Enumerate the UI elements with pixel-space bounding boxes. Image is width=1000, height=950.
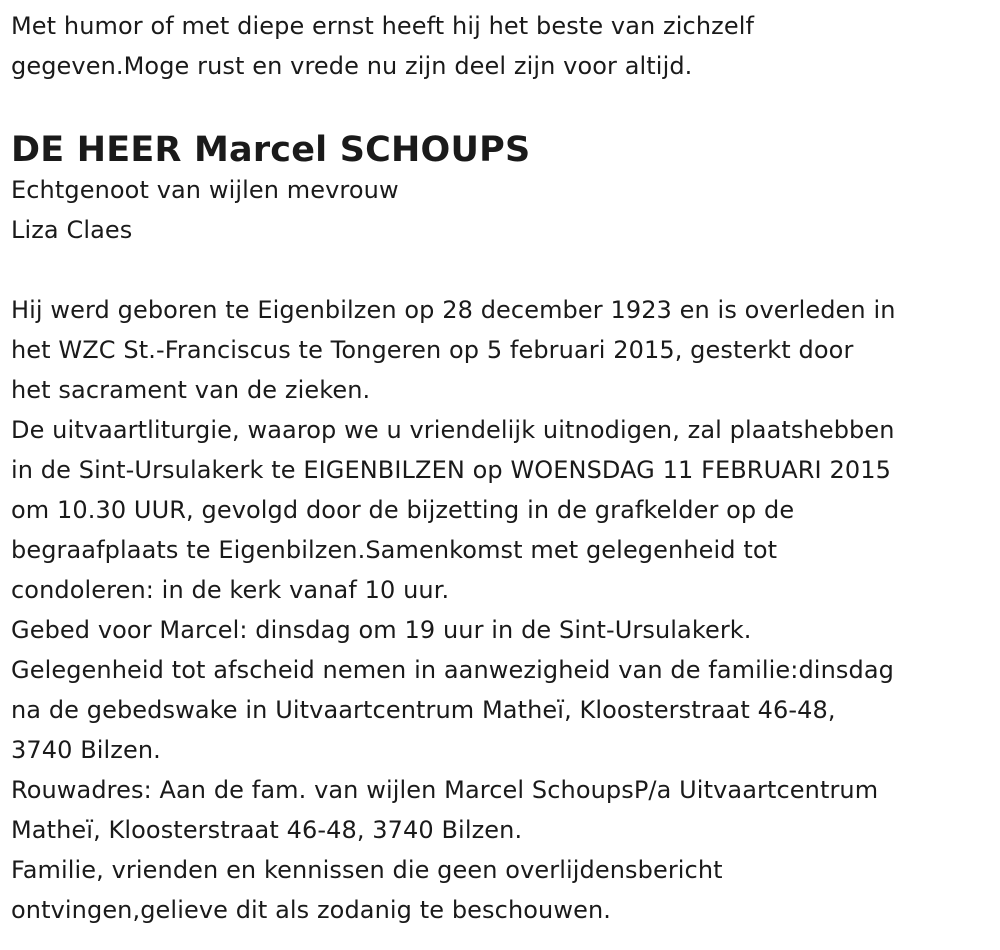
intro-quote bbox=[11, 6, 991, 86]
body-line: Matheï, Kloosterstraat 46-48, 3740 Bilzen. bbox=[11, 816, 523, 844]
body-line: ontvingen,gelieve dit als zodanig te beschouwen. bbox=[11, 896, 611, 924]
body-line: condoleren: in de kerk vanaf 10 uur. bbox=[11, 576, 450, 604]
deceased-name-heading: DE HEER Marcel SCHOUPS bbox=[11, 130, 531, 170]
body-line: om 10.30 UUR, gevolgd door de bijzetting in de grafkelder op de bbox=[11, 496, 795, 524]
body-line: Familie, vrienden en kennissen die geen overlijdensbericht bbox=[11, 856, 723, 884]
body-line: het sacrament van de zieken. bbox=[11, 376, 371, 404]
body-line: De uitvaartliturgie, waarop we u vriendelijk uitnodigen, zal plaatshebben bbox=[11, 416, 895, 444]
body-line: Gelegenheid tot afscheid nemen in aanwezigheid van de familie:dinsdag bbox=[11, 656, 894, 684]
spouse-line: Liza Claes bbox=[11, 216, 133, 244]
body-line: in de Sint-Ursulakerk te EIGENBILZEN op WOENSDAG 11 FEBRUARI 2015 bbox=[11, 456, 891, 484]
body-line: Hij werd geboren te Eigenbilzen op 28 december 1923 en is overleden in bbox=[11, 296, 896, 324]
spouse-line: Echtgenoot van wijlen mevrouw bbox=[11, 176, 399, 204]
body-line: Gebed voor Marcel: dinsdag om 19 uur in de Sint-Ursulakerk. bbox=[11, 616, 752, 644]
intro-line: gegeven.Moge rust en vrede nu zijn deel zijn voor altijd. bbox=[11, 52, 693, 80]
obituary-document bbox=[11, 6, 991, 930]
body-line: na de gebedswake in Uitvaartcentrum Matheï, Kloosterstraat 46-48, bbox=[11, 696, 836, 724]
body-line: 3740 Bilzen. bbox=[11, 736, 161, 764]
body-line: begraafplaats te Eigenbilzen.Samenkomst met gelegenheid tot bbox=[11, 536, 778, 564]
body-line: het WZC St.-Franciscus te Tongeren op 5 februari 2015, gesterkt door bbox=[11, 336, 854, 364]
body-line: Rouwadres: Aan de fam. van wijlen Marcel SchoupsP/a Uitvaartcentrum bbox=[11, 776, 879, 804]
intro-line: Met humor of met diepe ernst heeft hij het beste van zichzelf bbox=[11, 12, 755, 40]
spouse-info bbox=[11, 170, 991, 250]
obituary-body bbox=[11, 290, 991, 930]
